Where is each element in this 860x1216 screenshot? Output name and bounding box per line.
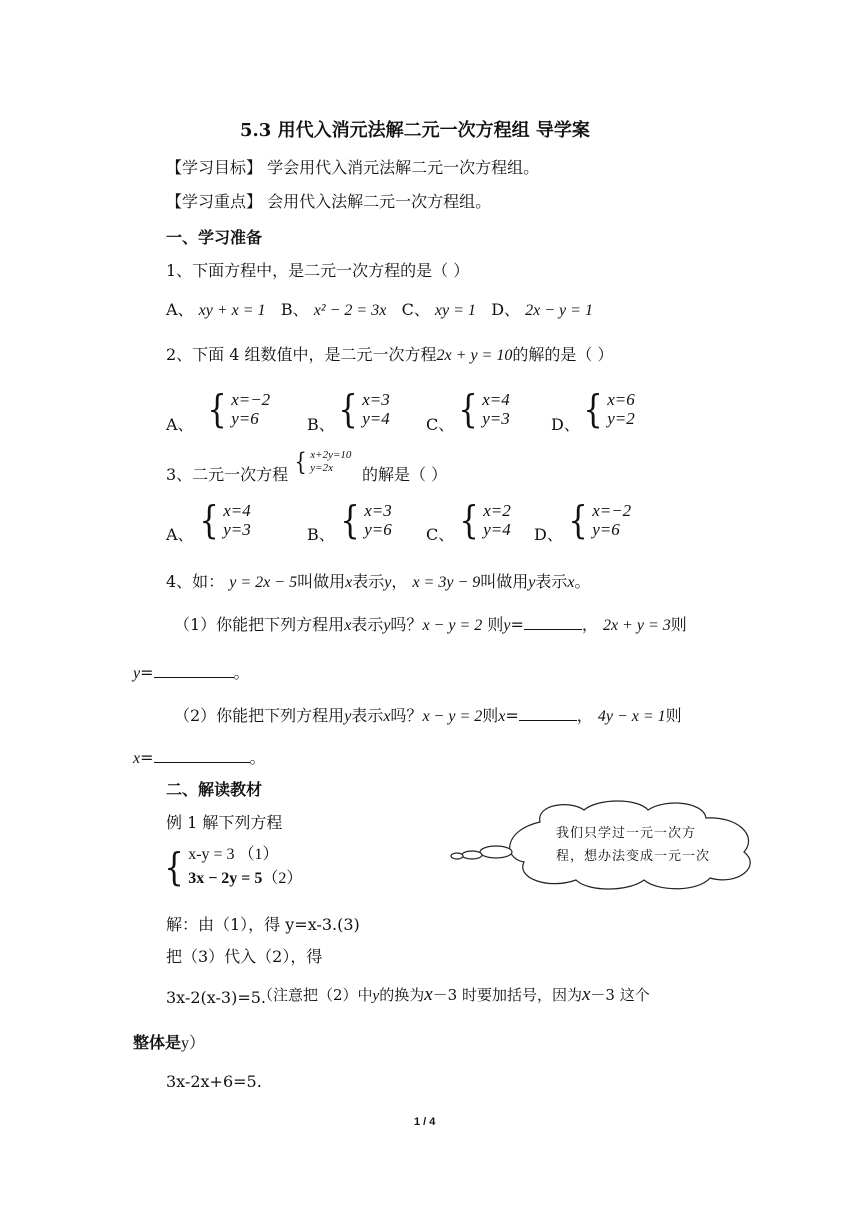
question-1-stem: 1、下面方程中，是二元一次方程的是（ ） xyxy=(166,261,470,280)
q4-var2: y xyxy=(384,574,392,591)
question-4-1-continued xyxy=(133,660,250,683)
q2-b-line1: x=3 xyxy=(362,390,390,409)
q4-2-answer-blank-2[interactable] xyxy=(154,746,250,763)
q4-2-cont-eq: = xyxy=(140,748,154,767)
q4-1-answer-blank-1[interactable] xyxy=(524,613,582,630)
solution-note-continued xyxy=(133,1030,205,1053)
question-3-stem-a: 3、二元一次方程 xyxy=(166,465,289,484)
q2-stem-equation: 2x + y = 10 xyxy=(436,347,513,364)
q3-option-b-label: B、 xyxy=(307,525,335,544)
q4-var3: y xyxy=(528,574,536,591)
question-1-options xyxy=(166,297,593,320)
q4-1-text-b: 表示 xyxy=(351,615,384,634)
q4-text-d: ， xyxy=(391,572,408,591)
solution-line-4: 3x-2x+6=5. xyxy=(166,1072,262,1091)
example-eq1: x-y = 3 xyxy=(188,846,235,863)
q2-b-line2: y=4 xyxy=(362,409,390,428)
q4-text-f: 表示 xyxy=(535,572,568,591)
q4-text-a: 4、如： xyxy=(166,572,225,591)
example-eq2-number: （2） xyxy=(262,870,303,887)
q4-1-answer-blank-2[interactable] xyxy=(154,661,234,678)
q2-option-a-label: A、 xyxy=(166,415,194,434)
q3-b-line2: y=6 xyxy=(364,520,392,539)
q2-stem-text-b: 的解的是（ ） xyxy=(512,345,614,364)
q2-option-c-system: { x=4 y=3 xyxy=(458,387,510,431)
q3-equation-system: { x+2y=10 y=2x xyxy=(294,448,352,476)
q1-option-a-expr: xy + x = 1 xyxy=(198,302,266,319)
thought-bubble-line2: 程，想办法变成一元一次 xyxy=(556,849,711,864)
note-var-y: y xyxy=(372,988,380,1004)
solution-line-3: 3x-2(x-3)=5. xyxy=(166,988,266,1007)
question-4-intro xyxy=(166,569,591,592)
q2-option-c-label: C、 xyxy=(426,415,455,434)
thought-bubble-line1: 我们只学过一元一次方 xyxy=(556,826,697,841)
q3-c-line1: x=2 xyxy=(483,501,511,520)
q4-1-cont-eq: = xyxy=(140,663,154,682)
q4-2-text-c: 吗？ xyxy=(390,706,423,725)
q4-2-var1: y xyxy=(344,708,352,725)
q3-a-line2: y=3 xyxy=(223,520,251,539)
q2-a-line1: x=−2 xyxy=(231,390,271,409)
page-number: 1 / 4 xyxy=(414,1116,436,1128)
q4-1-cont-end: 。 xyxy=(233,663,250,682)
q3-c-line2: y=4 xyxy=(483,520,511,539)
q4-1-text-a: （1）你能把下列方程用 xyxy=(174,615,345,634)
note-text-c: －3 时要加括号，因为 xyxy=(432,986,582,1004)
q4-2-text-g: 则 xyxy=(665,706,682,725)
q4-text-g: 。 xyxy=(574,572,591,591)
q4-2-eq2: 4y − x = 1 xyxy=(597,708,666,725)
q3-option-a-system: { x=4 y=3 xyxy=(199,498,251,542)
q3-option-a-label: A、 xyxy=(166,525,194,544)
q1-option-b-label: B、 xyxy=(280,300,309,319)
q1-option-c-label: C、 xyxy=(401,300,430,319)
q4-text-e: 叫做用 xyxy=(480,572,529,591)
q4-2-var3: x xyxy=(498,708,506,725)
question-3-stem-b: 的解是（ ） xyxy=(362,465,448,484)
q3-option-c-label: C、 xyxy=(426,525,455,544)
q4-eq1: y = 2x − 5 xyxy=(229,574,298,591)
q2-option-d-label: D、 xyxy=(551,415,580,434)
q4-var1: x xyxy=(345,574,353,591)
q4-1-text-c: 吗？ xyxy=(390,615,423,634)
q4-eq2: x = 3y − 9 xyxy=(412,574,481,591)
q4-2-text-b: 表示 xyxy=(351,706,384,725)
note-text-d: －3 这个 xyxy=(590,986,650,1004)
q3-option-d-label: D、 xyxy=(534,525,563,544)
example-eq1-number: （1） xyxy=(234,846,279,863)
q1-option-a-label: A、 xyxy=(166,300,194,319)
q2-option-d-system: { x=6 y=2 xyxy=(583,387,635,431)
note-text-a: （注意把（2）中 xyxy=(258,986,373,1004)
q4-2-text-f: ， xyxy=(576,706,593,725)
q4-text-b: 叫做用 xyxy=(297,572,346,591)
note-text-e: 整体是 xyxy=(133,1033,182,1052)
q4-1-var3: y xyxy=(503,617,511,634)
q3-b-line1: x=3 xyxy=(364,501,392,520)
note-var-x2: x xyxy=(581,984,591,1005)
q4-1-text-g: 则 xyxy=(670,615,687,634)
note-var-y2: y xyxy=(181,1035,190,1052)
example-equation-system: { x-y = 3 （1） 3x − 2y = 5（2） xyxy=(164,845,303,889)
q3-a-line1: x=4 xyxy=(223,501,251,520)
q1-option-b-expr: x² − 2 = 3x xyxy=(313,302,387,319)
q4-1-text-d: 则 xyxy=(482,615,504,634)
question-4-1 xyxy=(174,612,687,635)
q3-d-line1: x=−2 xyxy=(592,501,632,520)
note-var-x1: x xyxy=(424,984,433,1005)
solution-line-1: 解：由（1），得 y=x-3.(3) xyxy=(166,915,360,934)
learning-keypoint: 【学习重点】 会用代入法解二元一次方程组。 xyxy=(166,192,492,211)
q2-d-line1: x=6 xyxy=(607,390,635,409)
q4-2-var2: x xyxy=(383,708,391,725)
q2-option-a-system: { x=−2 y=6 xyxy=(207,387,271,431)
note-text-b: 的换为 xyxy=(379,986,425,1004)
solution-note xyxy=(258,984,650,1006)
q1-option-c-expr: xy = 1 xyxy=(434,302,476,319)
question-4-2-continued xyxy=(133,745,266,768)
q4-2-text-d: 则 xyxy=(482,706,499,725)
q2-c-line2: y=3 xyxy=(482,409,510,428)
section-heading-2: 二、解读教材 xyxy=(166,780,263,799)
solution-line-2: 把（3）代入（2），得 xyxy=(166,947,323,966)
q4-text-c: 表示 xyxy=(352,572,385,591)
q4-1-text-e: = xyxy=(510,615,524,634)
q4-1-cont-var: y xyxy=(133,665,141,682)
q4-1-var2: y xyxy=(383,617,391,634)
q4-2-text-e: = xyxy=(505,706,519,725)
q2-option-b-label: B、 xyxy=(307,415,335,434)
q4-1-var1: x xyxy=(344,617,352,634)
q4-1-eq2: 2x + y = 3 xyxy=(602,617,671,634)
q4-2-cont-end: 。 xyxy=(249,748,266,767)
q2-a-line2: y=6 xyxy=(231,409,259,428)
q4-1-text-f: ， xyxy=(581,615,598,634)
q3-sys-line2: y=2x xyxy=(310,462,333,474)
q2-stem-text-a: 2、下面 4 组数值中，是二元一次方程 xyxy=(166,345,437,364)
q4-var4: x xyxy=(567,574,575,591)
q2-c-line1: x=4 xyxy=(482,390,510,409)
q1-option-d-expr: 2x − y = 1 xyxy=(525,302,593,319)
question-2-stem xyxy=(166,342,613,365)
q2-option-b-system: { x=3 y=4 xyxy=(338,387,390,431)
q3-option-c-system: { x=2 y=4 xyxy=(459,498,511,542)
q3-option-d-system: { x=−2 y=6 xyxy=(568,498,632,542)
note-text-f: ） xyxy=(189,1033,206,1052)
example-1-heading: 例 1 解下列方程 xyxy=(166,813,283,832)
question-4-2 xyxy=(174,703,682,726)
q4-2-eq1: x − y = 2 xyxy=(422,708,483,725)
q3-option-b-system: { x=3 y=6 xyxy=(340,498,392,542)
q3-d-line2: y=6 xyxy=(592,520,620,539)
page-title: 5.3 用代入消元法解二元一次方程组 导学案 xyxy=(240,120,590,141)
section-heading-1: 一、学习准备 xyxy=(166,228,263,247)
q3-sys-line1: x+2y=10 xyxy=(310,449,352,461)
example-eq2: 3x − 2y = 5 xyxy=(188,870,263,887)
q4-2-text-a: （2）你能把下列方程用 xyxy=(174,706,345,725)
q4-1-eq1: x − y = 2 xyxy=(422,617,483,634)
q2-d-line2: y=2 xyxy=(607,409,635,428)
q4-2-answer-blank-1[interactable] xyxy=(519,704,577,721)
q1-option-d-label: D、 xyxy=(491,300,521,319)
learning-objective: 【学习目标】 学会用代入消元法解二元一次方程组。 xyxy=(166,158,540,177)
q4-2-cont-var: x xyxy=(133,750,141,767)
